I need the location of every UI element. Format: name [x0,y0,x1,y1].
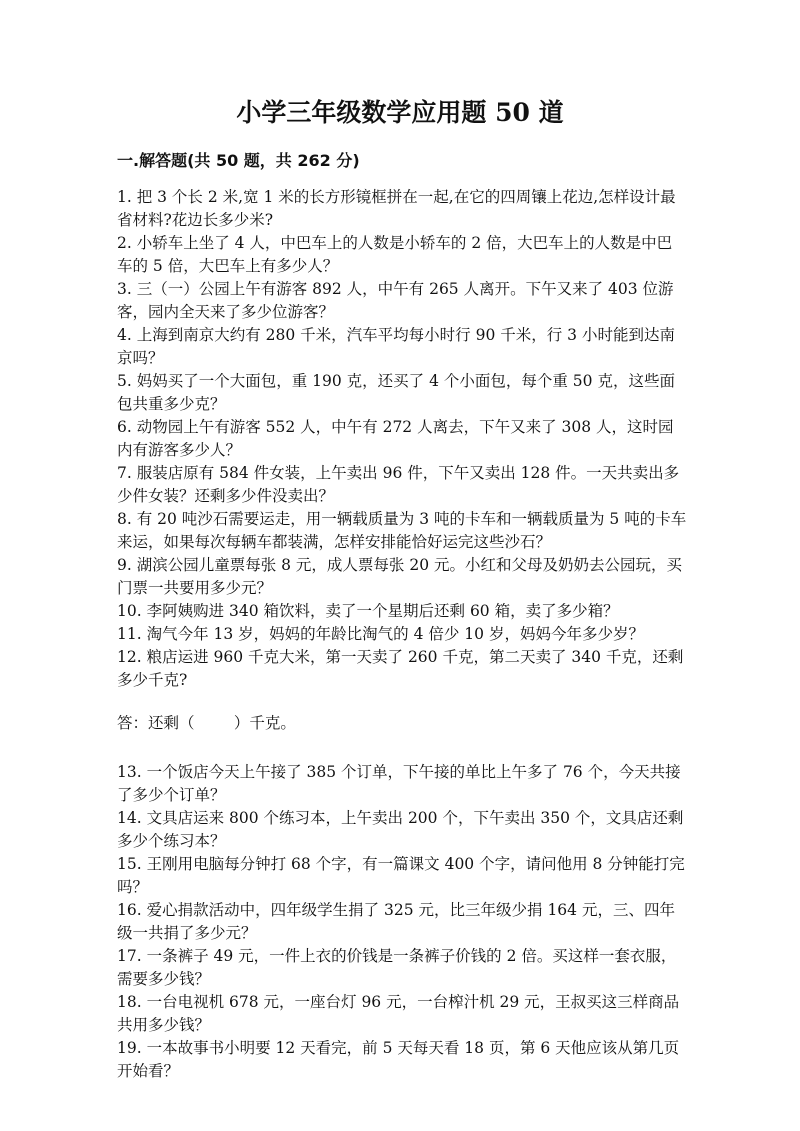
question-item: 18. 一台电视机 678 元，一座台灯 96 元，一台榨汁机 29 元，王叔买这三样商品共用多少钱？ [117,993,680,1034]
section-heading: 一.解答题(共 50 题，共 262 分) [117,151,360,170]
question-item: 10. 李阿姨购进 340 箱饮料，卖了一个星期后还剩 60 箱，卖了多少箱？ [117,602,619,620]
question-item: 19. 一本故事书小明要 12 天看完，前 5 天每天看 18 页，第 6 天他应该从第几页开始看？ [117,1039,680,1080]
question-item: 14. 文具店运来 800 个练习本，上午卖出 200 个，下午卖出 350 个，文具店还剩多少个练习本？ [117,809,684,850]
question-item: 7. 服装店原有 584 件女装，上午卖出 96 件，下午又卖出 128 件。一天共卖出多少件女装？还剩多少件没卖出？ [117,464,680,505]
question-item: 16. 爱心捐款活动中，四年级学生捐了 325 元，比三年级少捐 164 元，三、四年级一共捐了多少元？ [117,901,675,942]
question-item: 5. 妈妈买了一个大面包，重 190 克，还买了 4 个小面包，每个重 50 克，这些面包共重多少克？ [117,372,675,413]
answer-line: 答：还剩（ ）千克。 [117,714,296,732]
question-item: 2. 小轿车上坐了 4 人，中巴车上的人数是小轿车的 2 倍，大巴车上的人数是中巴车的 5 倍，大巴车上有多少人？ [117,234,673,275]
question-item: 9. 湖滨公园儿童票每张 8 元，成人票每张 20 元。小红和父母及奶奶去公园玩，买门票一共要用多少元？ [117,556,683,597]
question-item: 4. 上海到南京大约有 280 千米，汽车平均每小时行 90 千米，行 3 小时能到达南京吗？ [117,326,675,367]
question-item: 1. 把 3 个长 2 米,宽 1 米的长方形镜框拼在一起,在它的四周镶上花边,怎样设计最省材料?花边长多少米? [117,188,676,229]
question-item: 13. 一个饭店今天上午接了 385 个订单，下午接的单比上午多了 76 个，今天共接了多少个订单？ [117,763,681,804]
question-item: 12. 粮店运进 960 千克大米，第一天卖了 260 千克，第二天卖了 340 千克，还剩多少千克? [117,648,684,689]
question-item: 8. 有 20 吨沙石需要运走，用一辆载质量为 3 吨的卡车和一辆载质量为 5 吨的卡车来运，如果每次每辆车都装满，怎样安排能恰好运完这些沙石？ [117,510,687,551]
question-item: 17. 一条裤子 49 元，一件上衣的价钱是一条裤子价钱的 2 倍。买这样一套衣服，需要多少钱？ [117,947,677,988]
question-item: 11. 淘气今年 13 岁，妈妈的年龄比淘气的 4 倍少 10 岁，妈妈今年多少岁？ [117,625,644,643]
question-list [117,186,687,1083]
question-item: 6. 动物园上午有游客 552 人，中午有 272 人离去，下午又来了 308 人，这时园内有游客多少人？ [117,418,674,459]
page-title: 小学三年级数学应用题 50 道 [236,98,564,127]
question-item: 3. 三（一）公园上午有游客 892 人，中午有 265 人离开。下午又来了 403 位游客，园内全天来了多少位游客？ [117,280,674,321]
question-item: 15. 王刚用电脑每分钟打 68 个字，有一篇课文 400 个字，请问他用 8 分钟能打完吗？ [117,855,685,896]
